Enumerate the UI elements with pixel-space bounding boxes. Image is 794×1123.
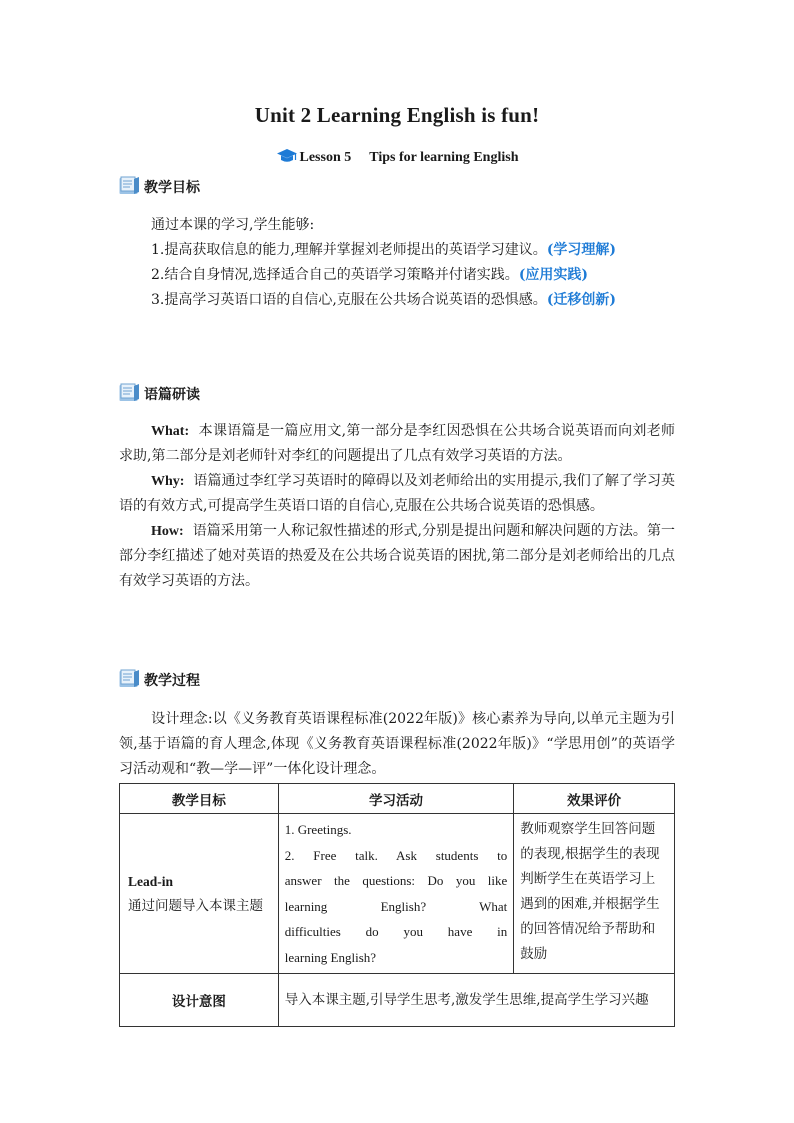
section-heading-objectives	[119, 177, 200, 197]
section-title: 语篇研读	[144, 387, 200, 403]
activity-line: 2. Free talk. Ask students to	[284, 847, 508, 863]
objectives-intro: 通过本课的学习,学生能够:	[151, 217, 315, 233]
table-header: 学习活动	[278, 784, 514, 814]
activity-line: 1. Greetings.	[284, 822, 352, 837]
section-title: 教学过程	[144, 673, 200, 689]
table-header-row	[120, 784, 675, 814]
table-row	[120, 814, 675, 974]
teaching-process-table	[119, 783, 675, 1027]
lesson-heading	[0, 148, 794, 169]
book-icon	[119, 383, 140, 406]
analysis-why: Why: 语篇通过李红学习英语时的障碍以及刘老师给出的实用提示,我们了解了学习英语的有效方式,可提高学生英语口语的自信心,克服在公共场合说英语的恐惧感。	[119, 473, 675, 514]
design-concept: 设计理念:以《义务教育英语课程标准(2022年版)》核心素养为导向,以单元主题为引领,基于语篇的育人理念,体现《义务教育英语课程标准(2022年版)》“学思用创”的英语学习活动观和“教—学—评”一体化设计理念。	[119, 711, 675, 777]
lesson-title: Tips for learning English	[369, 150, 519, 165]
lesson-number: Lesson 5	[299, 150, 352, 165]
section-title: 教学目标	[144, 180, 200, 196]
objective-item: 2.结合自身情况,选择适合自己的英语学习策略并付诸实践。(应用实践)	[151, 267, 589, 283]
objective-item: 3.提高学习英语口语的自信心,克服在公共场合说英语的恐惧感。(迁移创新)	[151, 292, 617, 308]
objective-tag: (迁移创新)	[546, 292, 617, 308]
goal-cell	[120, 814, 279, 974]
unit-title: Unit 2 Learning English is fun!	[254, 103, 540, 127]
table-header: 效果评价	[514, 784, 675, 814]
goal-text: 通过问题导入本课主题	[128, 897, 263, 914]
lead-in-label: Lead-in	[128, 873, 174, 889]
section-heading-analysis	[119, 384, 200, 404]
analysis-body	[119, 419, 675, 594]
evaluation-cell: 教师观察学生回答问题的表现,根据学生的表现判断学生在英语学习上遇到的困难,并根据学生的回答情况给予帮助和鼓励	[514, 814, 675, 974]
objective-item: 1.提高获取信息的能力,理解并掌握刘老师提出的英语学习建议。(学习理解)	[151, 242, 617, 258]
table-header: 教学目标	[120, 784, 279, 814]
graduation-cap-icon	[276, 148, 298, 169]
table-row	[120, 974, 675, 1027]
book-icon	[119, 669, 140, 692]
activity-line: learning English?	[284, 949, 377, 965]
objectives-body	[119, 213, 675, 313]
activity-line: learning English? What	[284, 898, 508, 914]
design-intent-label: 设计意图	[120, 974, 279, 1027]
analysis-what: What: 本课语篇是一篇应用文,第一部分是李红因恐惧在公共场合说英语而向刘老师求助,第二部分是刘老师针对李红的问题提出了几点有效学习英语的方法。	[119, 423, 676, 464]
objective-tag: (应用实践)	[518, 267, 589, 283]
analysis-how: How: 语篇采用第一人称记叙性描述的形式,分别是提出问题和解决问题的方法。第一部分李红描述了她对英语的热爱及在公共场合说英语的困扰,第二部分是刘老师给出的几点有效学习英语的方法。	[119, 523, 675, 589]
activity-line: difficulties do you have in	[284, 924, 508, 939]
section-heading-process	[119, 670, 200, 690]
activity-line: answer the questions: Do you like	[284, 873, 508, 888]
design-intent-text: 导入本课主题,引导学生思考,激发学生思维,提高学生学习兴趣	[278, 974, 674, 1027]
activity-cell	[278, 814, 514, 974]
objective-tag: (学习理解)	[546, 242, 617, 258]
book-icon	[119, 176, 140, 199]
